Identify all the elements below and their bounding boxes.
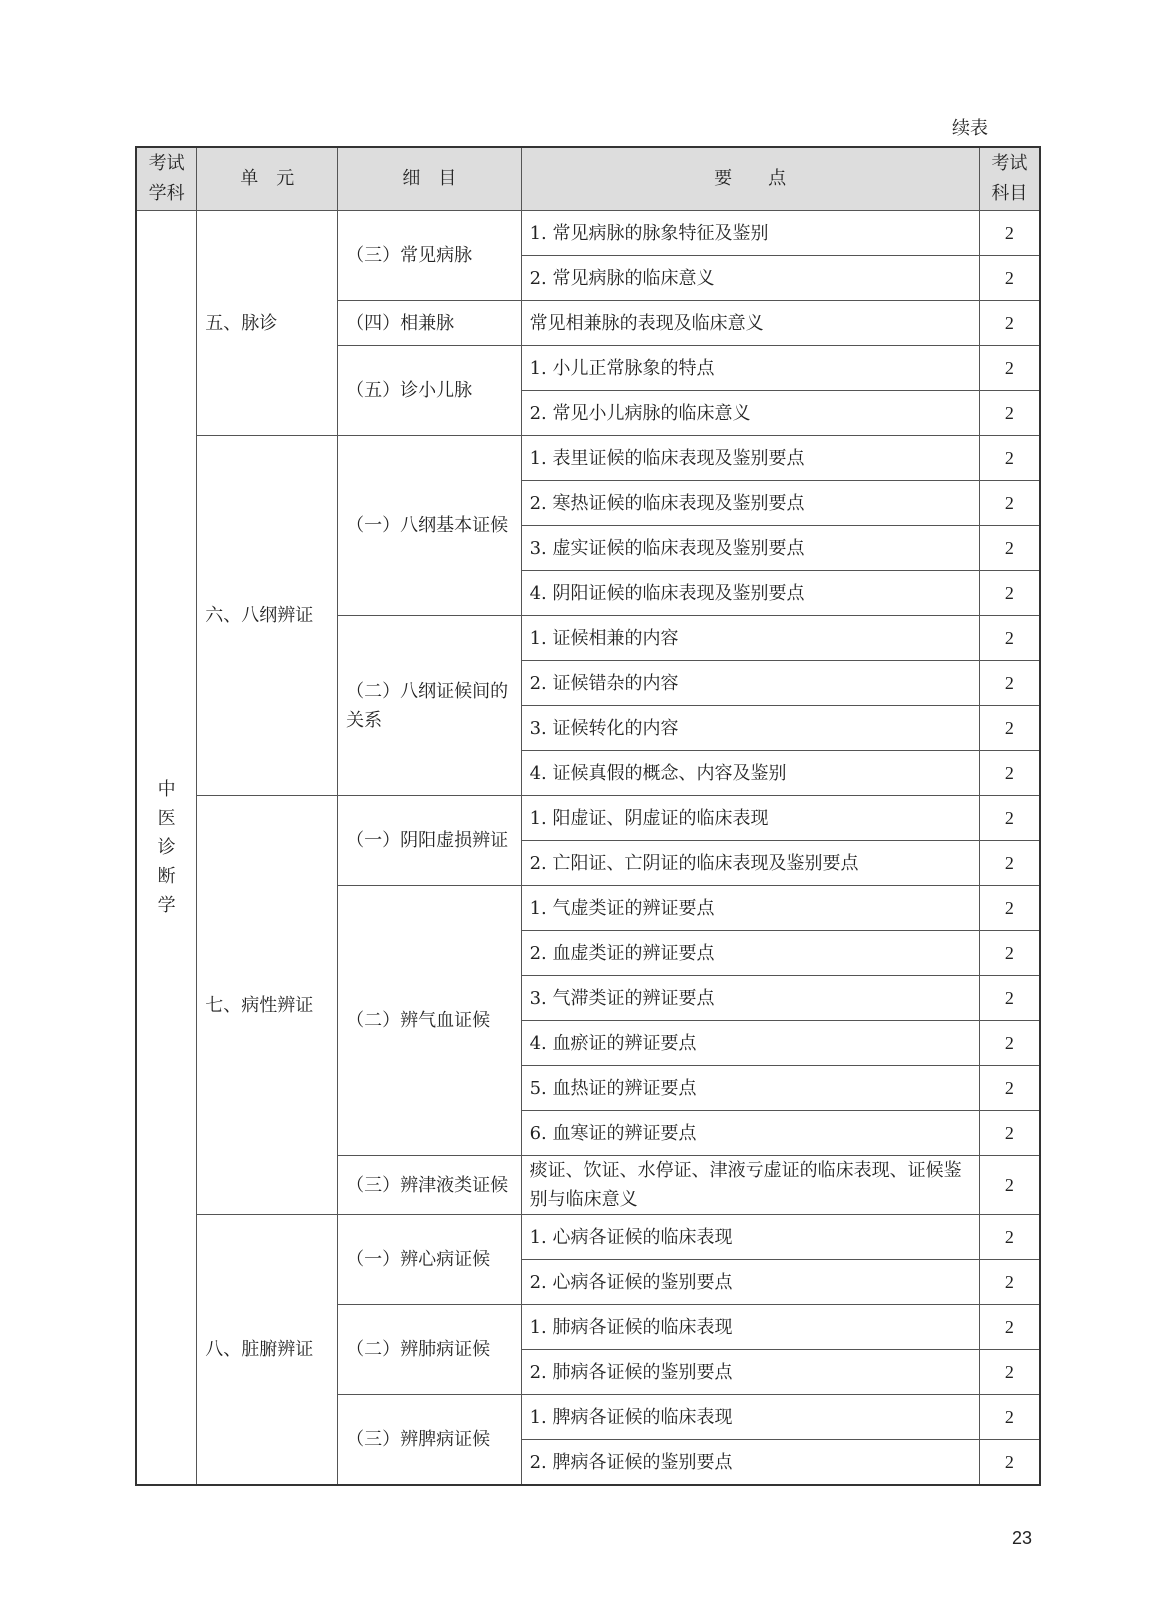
level-cell: 2: [979, 1350, 1040, 1395]
table-header-row: [136, 147, 1040, 211]
level-cell: 2: [979, 526, 1040, 571]
level-cell: 2: [979, 1066, 1040, 1111]
item-cell: （三）常见病脉: [338, 211, 521, 301]
level-cell: 2: [979, 976, 1040, 1021]
item-cell: （二）八纲证候间的关系: [338, 616, 521, 796]
table-row: [136, 211, 1040, 256]
point-cell: 2. 证候错杂的内容: [521, 661, 979, 706]
table-row: [136, 436, 1040, 481]
point-cell: 2. 心病各证候的鉴别要点: [521, 1260, 979, 1305]
point-cell: 2. 脾病各证候的鉴别要点: [521, 1440, 979, 1486]
level-cell: 2: [979, 481, 1040, 526]
point-cell: 4. 阴阳证候的临床表现及鉴别要点: [521, 571, 979, 616]
subject-cell: [136, 211, 197, 1486]
subject-label: 中医诊断学: [157, 779, 176, 916]
level-cell: 2: [979, 1395, 1040, 1440]
point-cell: 3. 气滞类证的辨证要点: [521, 976, 979, 1021]
level-cell: 2: [979, 1440, 1040, 1486]
level-cell: 2: [979, 211, 1040, 256]
header-subject: 考试学科: [136, 147, 197, 211]
level-cell: 2: [979, 931, 1040, 976]
point-cell: 2. 肺病各证候的鉴别要点: [521, 1350, 979, 1395]
level-cell: 2: [979, 796, 1040, 841]
point-cell: 1. 阳虚证、阴虚证的临床表现: [521, 796, 979, 841]
point-cell: 1. 小儿正常脉象的特点: [521, 346, 979, 391]
item-cell: （三）辨津液类证候: [338, 1156, 521, 1215]
point-cell: 1. 表里证候的临床表现及鉴别要点: [521, 436, 979, 481]
point-cell: 6. 血寒证的辨证要点: [521, 1111, 979, 1156]
point-cell: 2. 寒热证候的临床表现及鉴别要点: [521, 481, 979, 526]
point-cell: 1. 脾病各证候的临床表现: [521, 1395, 979, 1440]
item-cell: （三）辨脾病证候: [338, 1395, 521, 1486]
level-cell: 2: [979, 1156, 1040, 1215]
header-level: 考试科目: [979, 147, 1040, 211]
level-cell: 2: [979, 1260, 1040, 1305]
level-cell: 2: [979, 616, 1040, 661]
point-cell: 2. 亡阳证、亡阴证的临床表现及鉴别要点: [521, 841, 979, 886]
unit-cell: 七、病性辨证: [197, 796, 338, 1215]
level-cell: 2: [979, 661, 1040, 706]
item-cell: （二）辨气血证候: [338, 886, 521, 1156]
level-cell: 2: [979, 346, 1040, 391]
point-cell: 2. 常见病脉的临床意义: [521, 256, 979, 301]
level-cell: 2: [979, 571, 1040, 616]
point-cell: 4. 证候真假的概念、内容及鉴别: [521, 751, 979, 796]
unit-cell: 六、八纲辨证: [197, 436, 338, 796]
level-cell: 2: [979, 751, 1040, 796]
point-cell: 2. 血虚类证的辨证要点: [521, 931, 979, 976]
level-cell: 2: [979, 391, 1040, 436]
item-cell: （一）阴阳虚损辨证: [338, 796, 521, 886]
level-cell: 2: [979, 1021, 1040, 1066]
point-cell: 1. 心病各证候的临床表现: [521, 1215, 979, 1260]
point-cell: 1. 常见病脉的脉象特征及鉴别: [521, 211, 979, 256]
page-number: 23: [1012, 1528, 1033, 1548]
level-cell: 2: [979, 1215, 1040, 1260]
item-cell: （二）辨肺病证候: [338, 1305, 521, 1395]
item-cell: （一）八纲基本证候: [338, 436, 521, 616]
point-cell: 3. 虚实证候的临床表现及鉴别要点: [521, 526, 979, 571]
point-cell: 4. 血瘀证的辨证要点: [521, 1021, 979, 1066]
point-cell: 1. 证候相兼的内容: [521, 616, 979, 661]
point-cell: 2. 常见小儿病脉的临床意义: [521, 391, 979, 436]
item-cell: （一）辨心病证候: [338, 1215, 521, 1305]
unit-cell: 五、脉诊: [197, 211, 338, 436]
point-cell: 痰证、饮证、水停证、津液亏虚证的临床表现、证候鉴别与临床意义: [521, 1156, 979, 1215]
header-item: 细 目: [338, 147, 521, 211]
point-cell: 1. 肺病各证候的临床表现: [521, 1305, 979, 1350]
level-cell: 2: [979, 706, 1040, 751]
header-unit: 单 元: [197, 147, 338, 211]
point-cell: 5. 血热证的辨证要点: [521, 1066, 979, 1111]
table-row: [136, 796, 1040, 841]
level-cell: 2: [979, 1305, 1040, 1350]
point-cell: 3. 证候转化的内容: [521, 706, 979, 751]
point-cell: 1. 气虚类证的辨证要点: [521, 886, 979, 931]
continued-label: 续表: [952, 118, 988, 139]
level-cell: 2: [979, 301, 1040, 346]
table-row: [136, 1215, 1040, 1260]
item-cell: （四）相兼脉: [338, 301, 521, 346]
table-body: [136, 211, 1040, 1486]
level-cell: 2: [979, 256, 1040, 301]
level-cell: 2: [979, 436, 1040, 481]
point-cell: 常见相兼脉的表现及临床意义: [521, 301, 979, 346]
syllabus-table: [135, 146, 1041, 1486]
item-cell: （五）诊小儿脉: [338, 346, 521, 436]
header-point: 要 点: [521, 147, 979, 211]
level-cell: 2: [979, 841, 1040, 886]
level-cell: 2: [979, 886, 1040, 931]
unit-cell: 八、脏腑辨证: [197, 1215, 338, 1486]
level-cell: 2: [979, 1111, 1040, 1156]
